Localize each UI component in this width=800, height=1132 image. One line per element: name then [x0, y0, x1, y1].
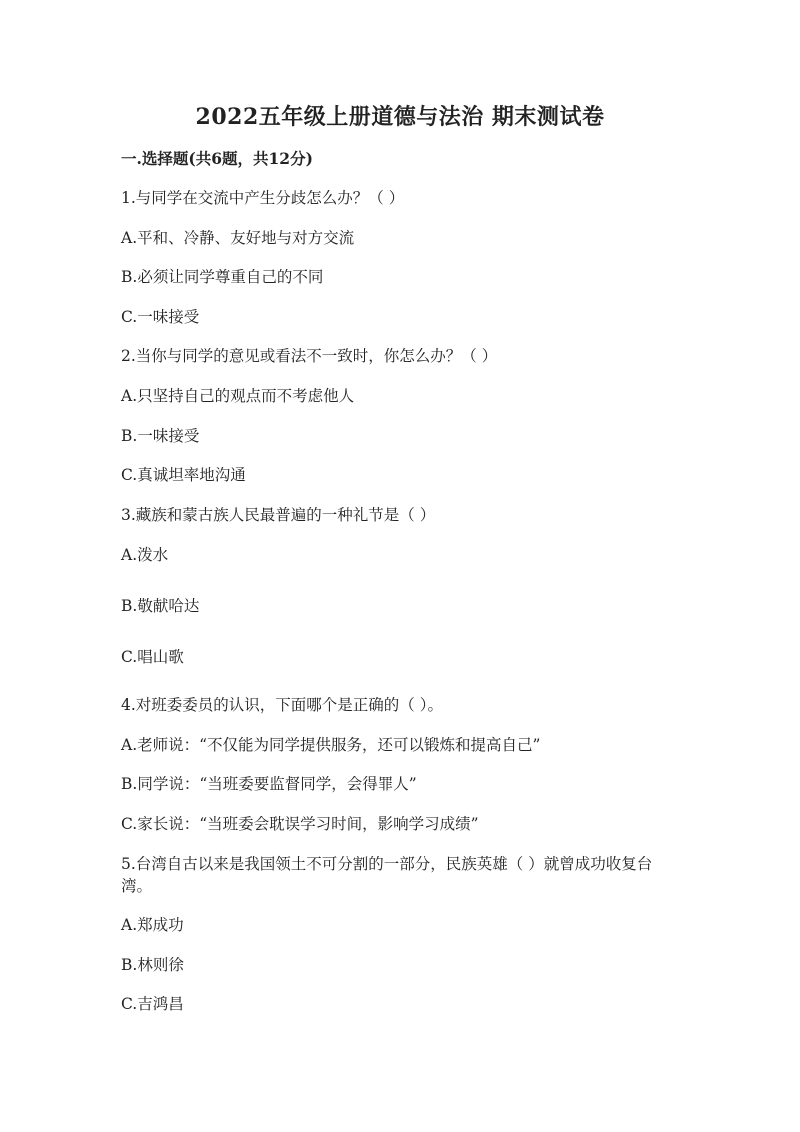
- section-heading: 一.选择题(共6题，共12分): [121, 149, 313, 168]
- question-5-option-a: A.郑成功: [121, 916, 184, 934]
- question-3-stem: 3.藏族和蒙古族人民最普遍的一种礼节是（ ）: [121, 506, 436, 524]
- question-4-option-a: A.老师说：“不仅能为同学提供服务，还可以锻炼和提高自己”: [121, 736, 541, 754]
- question-1-option-b: B.必须让同学尊重自己的不同: [121, 268, 324, 286]
- question-4-option-c: C.家长说：“当班委会耽误学习时间，影响学习成绩”: [121, 815, 479, 833]
- question-2-stem: 2.当你与同学的意见或看法不一致时，你怎么办？（ ）: [121, 347, 498, 365]
- question-4-stem: 4.对班委委员的认识，下面哪个是正确的（ ）。: [121, 696, 443, 714]
- question-2-option-b: B.一味接受: [121, 427, 200, 445]
- question-3-option-b: B.敬献哈达: [121, 597, 200, 615]
- question-5-option-c: C.吉鸿昌: [121, 995, 184, 1013]
- question-3-option-a: A.泼水: [121, 546, 169, 564]
- question-4-option-b: B.同学说：“当班委要监督同学，会得罪人”: [121, 775, 417, 793]
- question-5-option-b: B.林则徐: [121, 956, 184, 974]
- question-2-option-a: A.只坚持自己的观点而不考虑他人: [121, 387, 355, 405]
- question-1-stem: 1.与同学在交流中产生分歧怎么办？（ ）: [121, 189, 405, 207]
- question-2-option-c: C.真诚坦率地沟通: [121, 466, 246, 484]
- page-title: 2022五年级上册道德与法治 期末测试卷: [195, 104, 605, 130]
- question-1-option-a: A.平和、冷静、友好地与对方交流: [121, 229, 355, 247]
- question-3-option-c: C.唱山歌: [121, 648, 184, 666]
- question-1-option-c: C.一味接受: [121, 308, 200, 326]
- question-5-stem: 5.台湾自古以来是我国领土不可分割的一部分，民族英雄（ ）就曾成功收复台湾。: [121, 855, 653, 895]
